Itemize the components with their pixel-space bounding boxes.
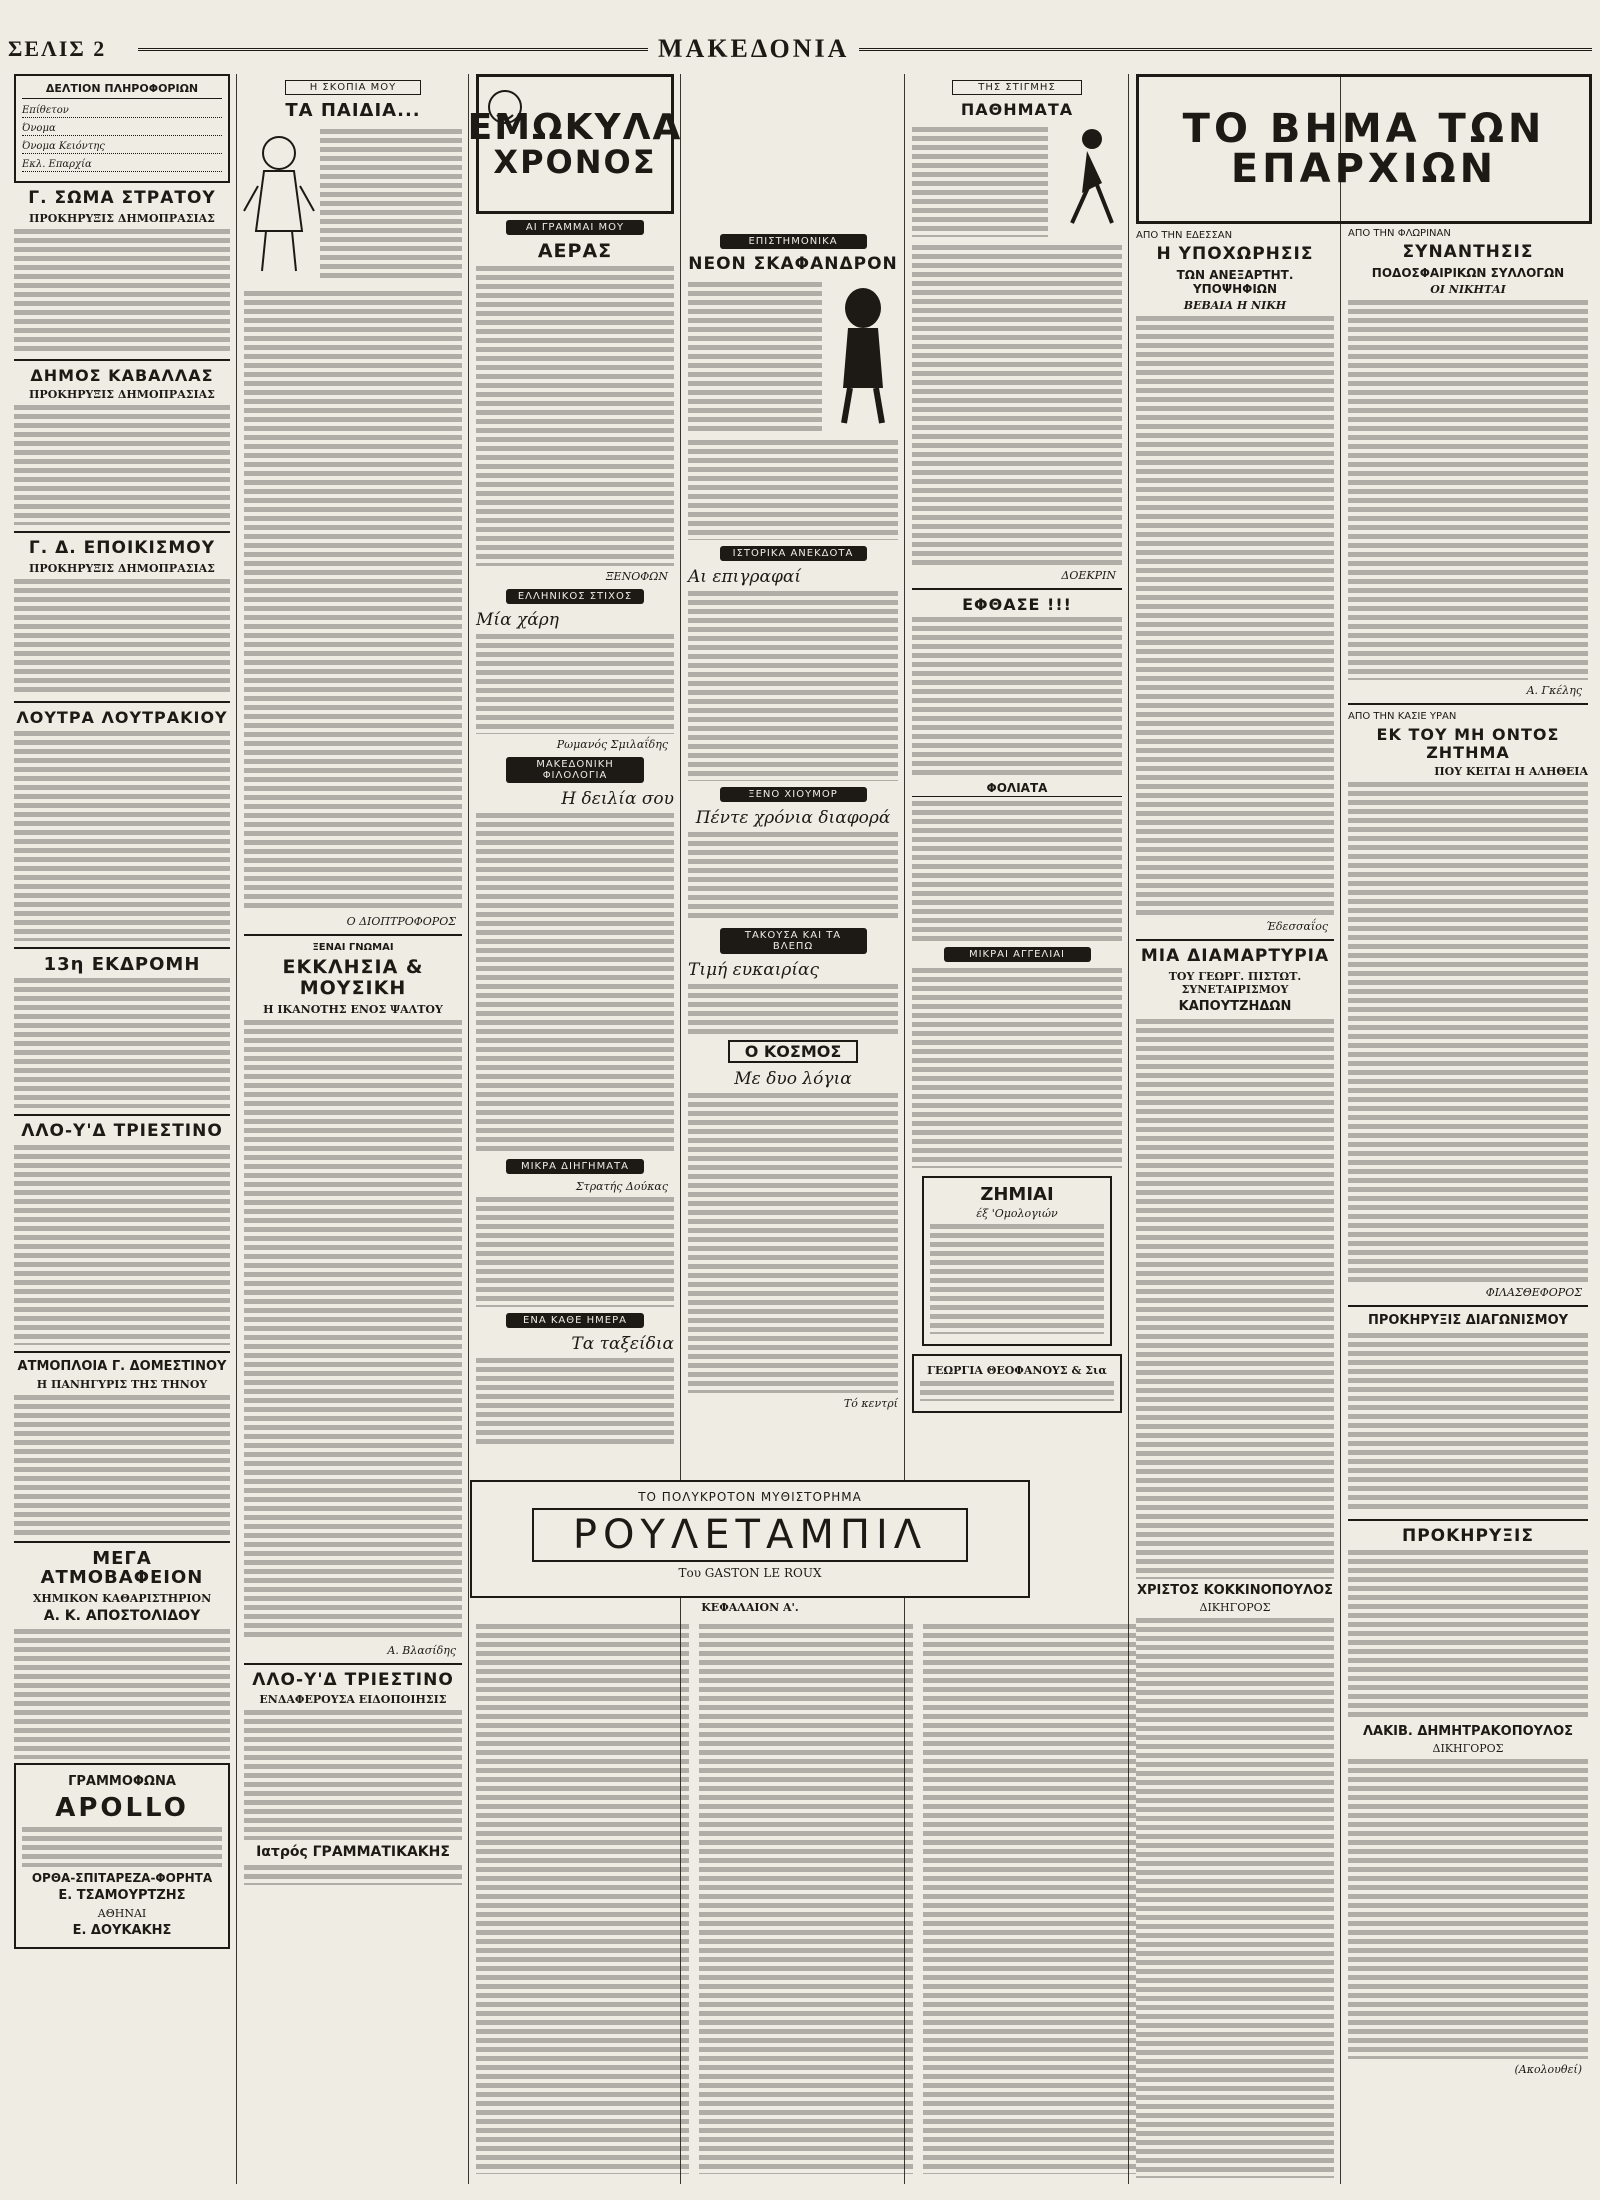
form-field: Όνομα Κειόντης xyxy=(22,139,222,154)
ad-title: ΓΡΑΜΜΟΦΩΝΑ xyxy=(68,1774,176,1790)
feuilleton-title: ΡΟΥΛΕΤΑΜΠΙΛ xyxy=(532,1508,968,1562)
divider xyxy=(14,1114,230,1116)
headline: ΕΚ ΤΟΥ ΜΗ ΟΝΤΟΣ ΖΗΤΗΜΑ xyxy=(1376,725,1560,762)
subheadline: Η ΠΑΝΗΓΥΡΙΣ ΤΗΣ ΤΗΝΟΥ xyxy=(36,1377,208,1391)
article-text xyxy=(688,984,898,1034)
divider xyxy=(1348,1519,1588,1521)
office-ad xyxy=(912,1354,1122,1413)
gramophone-ad xyxy=(14,1763,230,1949)
feuilleton-author: Του GASTON LE ROUX xyxy=(678,1566,822,1580)
headline: 13η ΕΚΔΡΟΜΗ xyxy=(43,953,201,975)
ad-subtitle: έξ 'Ομολογιών xyxy=(976,1206,1058,1220)
lawyer-title: ΔΙΚΗΓΟΡΟΣ xyxy=(1432,1742,1504,1756)
story-title: Τιμή ευκαιρίας xyxy=(688,959,820,980)
article-text xyxy=(1136,1019,1334,1579)
lawyer-name: ΛΑΚΙΒ. ΔΗΜΗΤΡΑΚΟΠΟΥΛΟΣ xyxy=(1362,1723,1574,1739)
section-band: ΙΣΤΟΡΙΚΑ ΑΝΕΚΔΟΤΑ xyxy=(720,546,867,561)
article-text xyxy=(1348,1333,1588,1513)
running-figure-icon xyxy=(1052,123,1122,233)
subheadline: ΧΗΜΙΚΟΝ ΚΑΘΑΡΙΣΤΗΡΙΟΝ xyxy=(32,1592,212,1606)
divider xyxy=(14,1541,230,1543)
byline: Έδεσσαΐος xyxy=(1266,920,1328,934)
subheadline: ΠΟΥ ΚΕΙΤΑΙ Η ΑΛΗΘΕΙΑ xyxy=(1434,765,1588,779)
section-band: ΜΙΚΡΑΙ ΑΓΓΕΛΙΑΙ xyxy=(944,947,1091,962)
ad-name: ΓΕΩΡΓΙΑ ΘΕΟΦΑΝΟΥΣ & Σια xyxy=(927,1363,1107,1377)
article-text xyxy=(14,1395,230,1535)
subheadline: ΠΡΟΚΗΡΥΞΙΣ ΔΗΜΟΠΡΑΣΙΑΣ xyxy=(29,561,215,575)
section-heading: ΦΟΛΙΑΤΑ xyxy=(912,781,1122,796)
doctor-ad: Ιατρός ΓΡΑΜΜΑΤΙΚΑΚΗΣ xyxy=(256,1844,450,1861)
divider xyxy=(14,1351,230,1353)
headline: ΑΕΡΑΣ xyxy=(537,240,613,262)
byline: Α. Γκέλης xyxy=(1526,684,1582,698)
ad-name: Ε. ΤΣΑΜΟΥΡΤΖΗΣ xyxy=(58,1888,186,1904)
dateline: ΑΠΟ ΤΗΝ ΚΑΣΙΕ ΥΡΑΝ xyxy=(1348,711,1457,723)
section-kicker: Η ΣΚΟΠΙΑ ΜΟΥ xyxy=(285,80,420,95)
article-text xyxy=(912,245,1122,565)
info-form xyxy=(14,74,230,183)
info-form-title: ΔΕΛΤΙΟΝ ΠΛΗΡΟΦΟΡΙΩΝ xyxy=(22,82,222,99)
article-text xyxy=(1348,782,1588,1282)
byline: ΦΙΛΑΣΘΕΦΟΡΟΣ xyxy=(1485,1286,1582,1300)
headline: ΠΡΟΚΗΡΥΞΙΣ xyxy=(1402,1525,1534,1546)
article-text xyxy=(244,291,462,911)
section-band: ΕΛΛΗΝΙΚΟΣ ΣΤΙΧΟΣ xyxy=(506,589,645,604)
divider xyxy=(1348,1305,1588,1307)
article-text xyxy=(1348,1550,1588,1720)
ad-text xyxy=(930,1224,1104,1334)
losses-ad xyxy=(922,1176,1112,1346)
article-text xyxy=(244,1020,462,1640)
section-band: ΤΑΚΟΥΣΑ ΚΑΙ ΤΑ ΒΛΕΠΩ xyxy=(720,928,867,954)
story-title: Πέντε χρόνια διαφορά xyxy=(695,807,891,828)
article-text xyxy=(244,1710,462,1840)
section-kicker: ΤΗΣ ΣΤΙΓΜΗΣ xyxy=(952,80,1082,95)
ad-subtitle: ΟΡΘΑ-ΣΠΙΤΑΡΕΖΑ-ΦΟΡΗΤΑ xyxy=(31,1870,213,1885)
feuilleton-tag: ΤΟ ΠΟΛΥΚΡΟΤΟΝ ΜΥΘΙΣΤΟΡΗΜΑ xyxy=(638,1490,862,1504)
section-band: ΞΕΝΟ ΧΙΟΥΜΟΡ xyxy=(720,787,867,802)
story-title: Με δυο λόγια xyxy=(734,1068,852,1089)
headline: ΕΦΘΑΣΕ !!! xyxy=(962,594,1072,614)
article-text xyxy=(1136,316,1334,916)
article-text xyxy=(688,282,822,432)
section-band: ΕΝΑ ΚΑΘΕ ΗΜΕΡΑ xyxy=(506,1313,645,1328)
article-text xyxy=(912,127,1048,237)
headline: ΠΟΔΟΣΦΑΙΡΙΚΩΝ ΣΥΛΛΟΓΩΝ xyxy=(1371,265,1565,280)
cartoon-figure-icon xyxy=(244,131,314,281)
masthead xyxy=(8,36,1592,64)
headline: ΜΕΓΑ ΑΤΜΟΒΑΦΕΙΟΝ xyxy=(40,1547,204,1589)
byline: Α. Βλασίδης xyxy=(387,1643,456,1657)
divider xyxy=(244,1663,462,1665)
lawyer-name: ΧΡΙΣΤΟΣ ΚΟΚΚΙΝΟΠΟΥΛΟΣ xyxy=(1137,1582,1333,1598)
byline: Ο ΔΙΟΠΤΡΟΦΟΡΟΣ xyxy=(346,914,456,928)
article-text xyxy=(14,978,230,1108)
headline: ΛΟΥΤΡΑ ΛΟΥΤΡΑΚΙΟΥ xyxy=(16,707,228,727)
subheadline: ΠΡΟΚΗΡΥΞΙΣ ΔΗΜΟΠΡΑΣΙΑΣ xyxy=(29,211,215,225)
article-text xyxy=(923,1624,1136,2174)
masthead-rule xyxy=(138,48,1592,51)
article-text xyxy=(1136,1618,1334,2178)
headline: ΛΛΟ-Υ'Δ ΤΡΙΕΣΤΙΝΟ xyxy=(252,1669,454,1690)
headline: ΑΤΜΟΠΛΟΙΑ Γ. ΔΟΜΕΣΤΙΝΟΥ xyxy=(17,1359,227,1375)
headline: ΤΩΝ ΑΝΕΞΑΡΤΗΤ. ΥΠΟΨΗΦΙΩΝ xyxy=(1176,267,1294,297)
article-text xyxy=(1348,1759,1588,2059)
sketched-face-icon xyxy=(485,85,525,135)
form-field: Όνομα xyxy=(22,121,222,136)
article-text xyxy=(476,1358,674,1448)
column-5 xyxy=(912,74,1122,1474)
headline: ΠΡΟΚΗΡΥΞΙΣ ΔΙΑΓΩΝΙΣΜΟΥ xyxy=(1367,1313,1569,1329)
article-text xyxy=(14,405,230,525)
column-divider xyxy=(236,74,237,2184)
article-text xyxy=(14,1629,230,1759)
diver-figure-icon xyxy=(828,278,898,428)
section-band: ΑΙ ΓΡΑΜΜΑΙ ΜΟΥ xyxy=(506,220,645,235)
ad-text xyxy=(920,1381,1114,1401)
headline: Γ. ΣΩΜΑ ΣΤΡΑΤΟΥ xyxy=(28,188,216,208)
section-band: ΕΠΙΣΤΗΜΟΝΙΚΑ xyxy=(720,234,867,249)
column-logo xyxy=(467,74,683,214)
subheadline: ΚΑΠΟΥΤΖΗΔΩΝ xyxy=(1178,999,1292,1015)
page-label: ΣΕΛΙΣ 2 xyxy=(8,36,114,62)
logo-line-2: ΧΡΟΝΟΣ xyxy=(493,143,657,181)
article-text xyxy=(688,832,898,922)
ad-city: ΑΘΗΝΑΙ xyxy=(97,1906,147,1920)
ad-name: Ε. ΔΟΥΚΑΚΗΣ xyxy=(72,1922,172,1938)
article-text xyxy=(14,579,230,695)
column-4 xyxy=(688,74,898,1474)
headline: ΕΚΚΛΗΣΙΑ & ΜΟΥΣΙΚΗ xyxy=(282,955,424,999)
ad-text xyxy=(22,1827,222,1867)
article-text xyxy=(688,1093,898,1393)
column-divider xyxy=(468,74,469,2184)
article-text xyxy=(912,617,1122,777)
article-text xyxy=(476,1197,674,1307)
byline: Ρωμανός Σμιλαΐδης xyxy=(556,737,668,751)
subheadline: ΕΝΔΑΦΕΡΟΥΣΑ ΕΙΔΟΠΟΙΗΣΙΣ xyxy=(259,1693,447,1707)
continued-note: (Ακολουθεί) xyxy=(1514,2063,1582,2077)
poem-title: Μία χάρη xyxy=(476,609,559,630)
article-text xyxy=(688,440,898,540)
section-kicker: ΞΕΝΑΙ ΓΝΩΜΑΙ xyxy=(312,941,394,953)
article-text xyxy=(476,813,674,1153)
headline: ΠΑΘΗΜΑΤΑ xyxy=(960,100,1074,119)
business-name: Α. Κ. ΑΠΟΣΤΟΛΙΔΟΥ xyxy=(43,1608,201,1625)
form-field: Εκλ. Επαρχία xyxy=(22,157,222,172)
lawyer-title: ΔΙΚΗΓΟΡΟΣ xyxy=(1199,1601,1271,1615)
article-text xyxy=(476,1624,689,2174)
headline: Η ΥΠΟΧΩΡΗΣΙΣ xyxy=(1156,244,1314,264)
article-text xyxy=(14,1145,230,1345)
headline: ΤΑ ΠΑΙΔΙΑ... xyxy=(285,100,421,121)
article-text xyxy=(320,129,462,279)
section-band: ΜΑΚΕΔΟΝΙΚΗ ΦΙΛΟΛΟΓΙΑ xyxy=(506,757,645,783)
byline: ΞΕΝΟΦΩΝ xyxy=(605,569,668,583)
article-text xyxy=(699,1624,912,2174)
divider xyxy=(14,701,230,703)
article-text xyxy=(912,801,1122,941)
feuilleton-chapter: ΚΕΦΑΛΑΙΟΝ Α'. xyxy=(701,1601,799,1614)
section-band: ΜΙΚΡΑ ΔΙΗΓΗΜΑΤΑ xyxy=(506,1159,645,1174)
logo-line-2: ΕΠΑΡΧΙΩΝ xyxy=(1230,146,1498,192)
divider xyxy=(14,531,230,533)
column-2 xyxy=(244,74,462,2184)
divider xyxy=(244,934,462,936)
ad-brand: APOLLO xyxy=(55,1792,189,1823)
headline: ΣΥΝΑΝΤΗΣΙΣ xyxy=(1402,242,1534,262)
byline: ΔΟΕΚΡΙΝ xyxy=(1061,568,1116,582)
headline: ΛΛΟ-Υ'Δ ΤΡΙΕΣΤΙΝΟ xyxy=(21,1121,223,1142)
headline: ΜΙΑ ΔΙΑΜΑΡΤΥΡΙΑ xyxy=(1140,946,1330,967)
dateline: ΑΠΟ ΤΗΝ ΦΛΩΡΙΝΑΝ xyxy=(1348,228,1451,239)
column-3 xyxy=(467,74,683,1474)
story-title: Αι επιγραφαί xyxy=(688,566,801,587)
column-footer: Τό κεντρί xyxy=(843,1396,898,1410)
poem-text xyxy=(476,634,674,734)
article-text xyxy=(1348,300,1588,680)
section-heading: Ο ΚΟΣΜΟΣ xyxy=(728,1040,858,1063)
subheadline: Η ΙΚΑΝΟΤΗΣ ΕΝΟΣ ΨΑΛΤΟΥ xyxy=(263,1002,443,1016)
feuilleton-banner xyxy=(470,1480,1030,1614)
story-title: Η δειλία σου xyxy=(561,788,674,809)
article-text xyxy=(688,591,898,781)
newspaper-title: ΜΑΚΕΔΟΝΙΑ xyxy=(648,34,859,64)
divider xyxy=(912,588,1122,590)
headline: Γ. Δ. ΕΠΟΙΚΙΣΜΟΥ xyxy=(28,538,216,559)
subheadline: ΠΡΟΚΗΡΥΞΙΣ ΔΗΜΟΠΡΑΣΙΑΣ xyxy=(29,388,215,402)
subheadline: ΒΕΒΑΙΑ Η ΝΙΚΗ xyxy=(1183,299,1287,313)
column-divider xyxy=(1340,74,1341,2184)
logo-line-1: ΕΜΩΚΥΛΑ xyxy=(467,107,683,148)
feuilleton-body xyxy=(476,1620,1136,2180)
column-1 xyxy=(14,74,230,2184)
subheadline: ΤΟΥ ΓΕΩΡΓ. ΠΙΣΤΩΤ. ΣΥΝΕΤΑΙΡΙΣΜΟΥ xyxy=(1168,970,1302,997)
classified-text xyxy=(912,968,1122,1168)
byline: Στρατής Δούκας xyxy=(575,1179,668,1193)
column-7 xyxy=(1348,74,1588,2184)
article-text xyxy=(244,1865,462,1885)
subheadline: ΟΙ ΝΙΚΗΤΑΙ xyxy=(1430,283,1506,297)
article-text xyxy=(14,731,230,941)
logo-line-1: ΤΟ ΒΗΜΑ ΤΩΝ xyxy=(1182,106,1546,152)
form-field: Επίθετον xyxy=(22,103,222,118)
ad-title: ΖΗΜΙΑΙ xyxy=(980,1183,1054,1205)
dateline: ΑΠΟ ΤΗΝ ΕΔΕΣΣΑΝ xyxy=(1136,230,1233,241)
divider xyxy=(14,947,230,949)
article-text xyxy=(14,229,230,353)
article-text xyxy=(476,266,674,566)
divider xyxy=(14,359,230,361)
headline: ΝΕΟΝ ΣΚΑΦΑΝΔΡΟΝ xyxy=(688,254,898,274)
divider xyxy=(1136,939,1334,941)
headline: ΔΗΜΟΣ ΚΑΒΑΛΛΑΣ xyxy=(30,365,214,385)
divider xyxy=(1348,703,1588,705)
story-title: Τα ταξείδια xyxy=(571,1333,674,1354)
